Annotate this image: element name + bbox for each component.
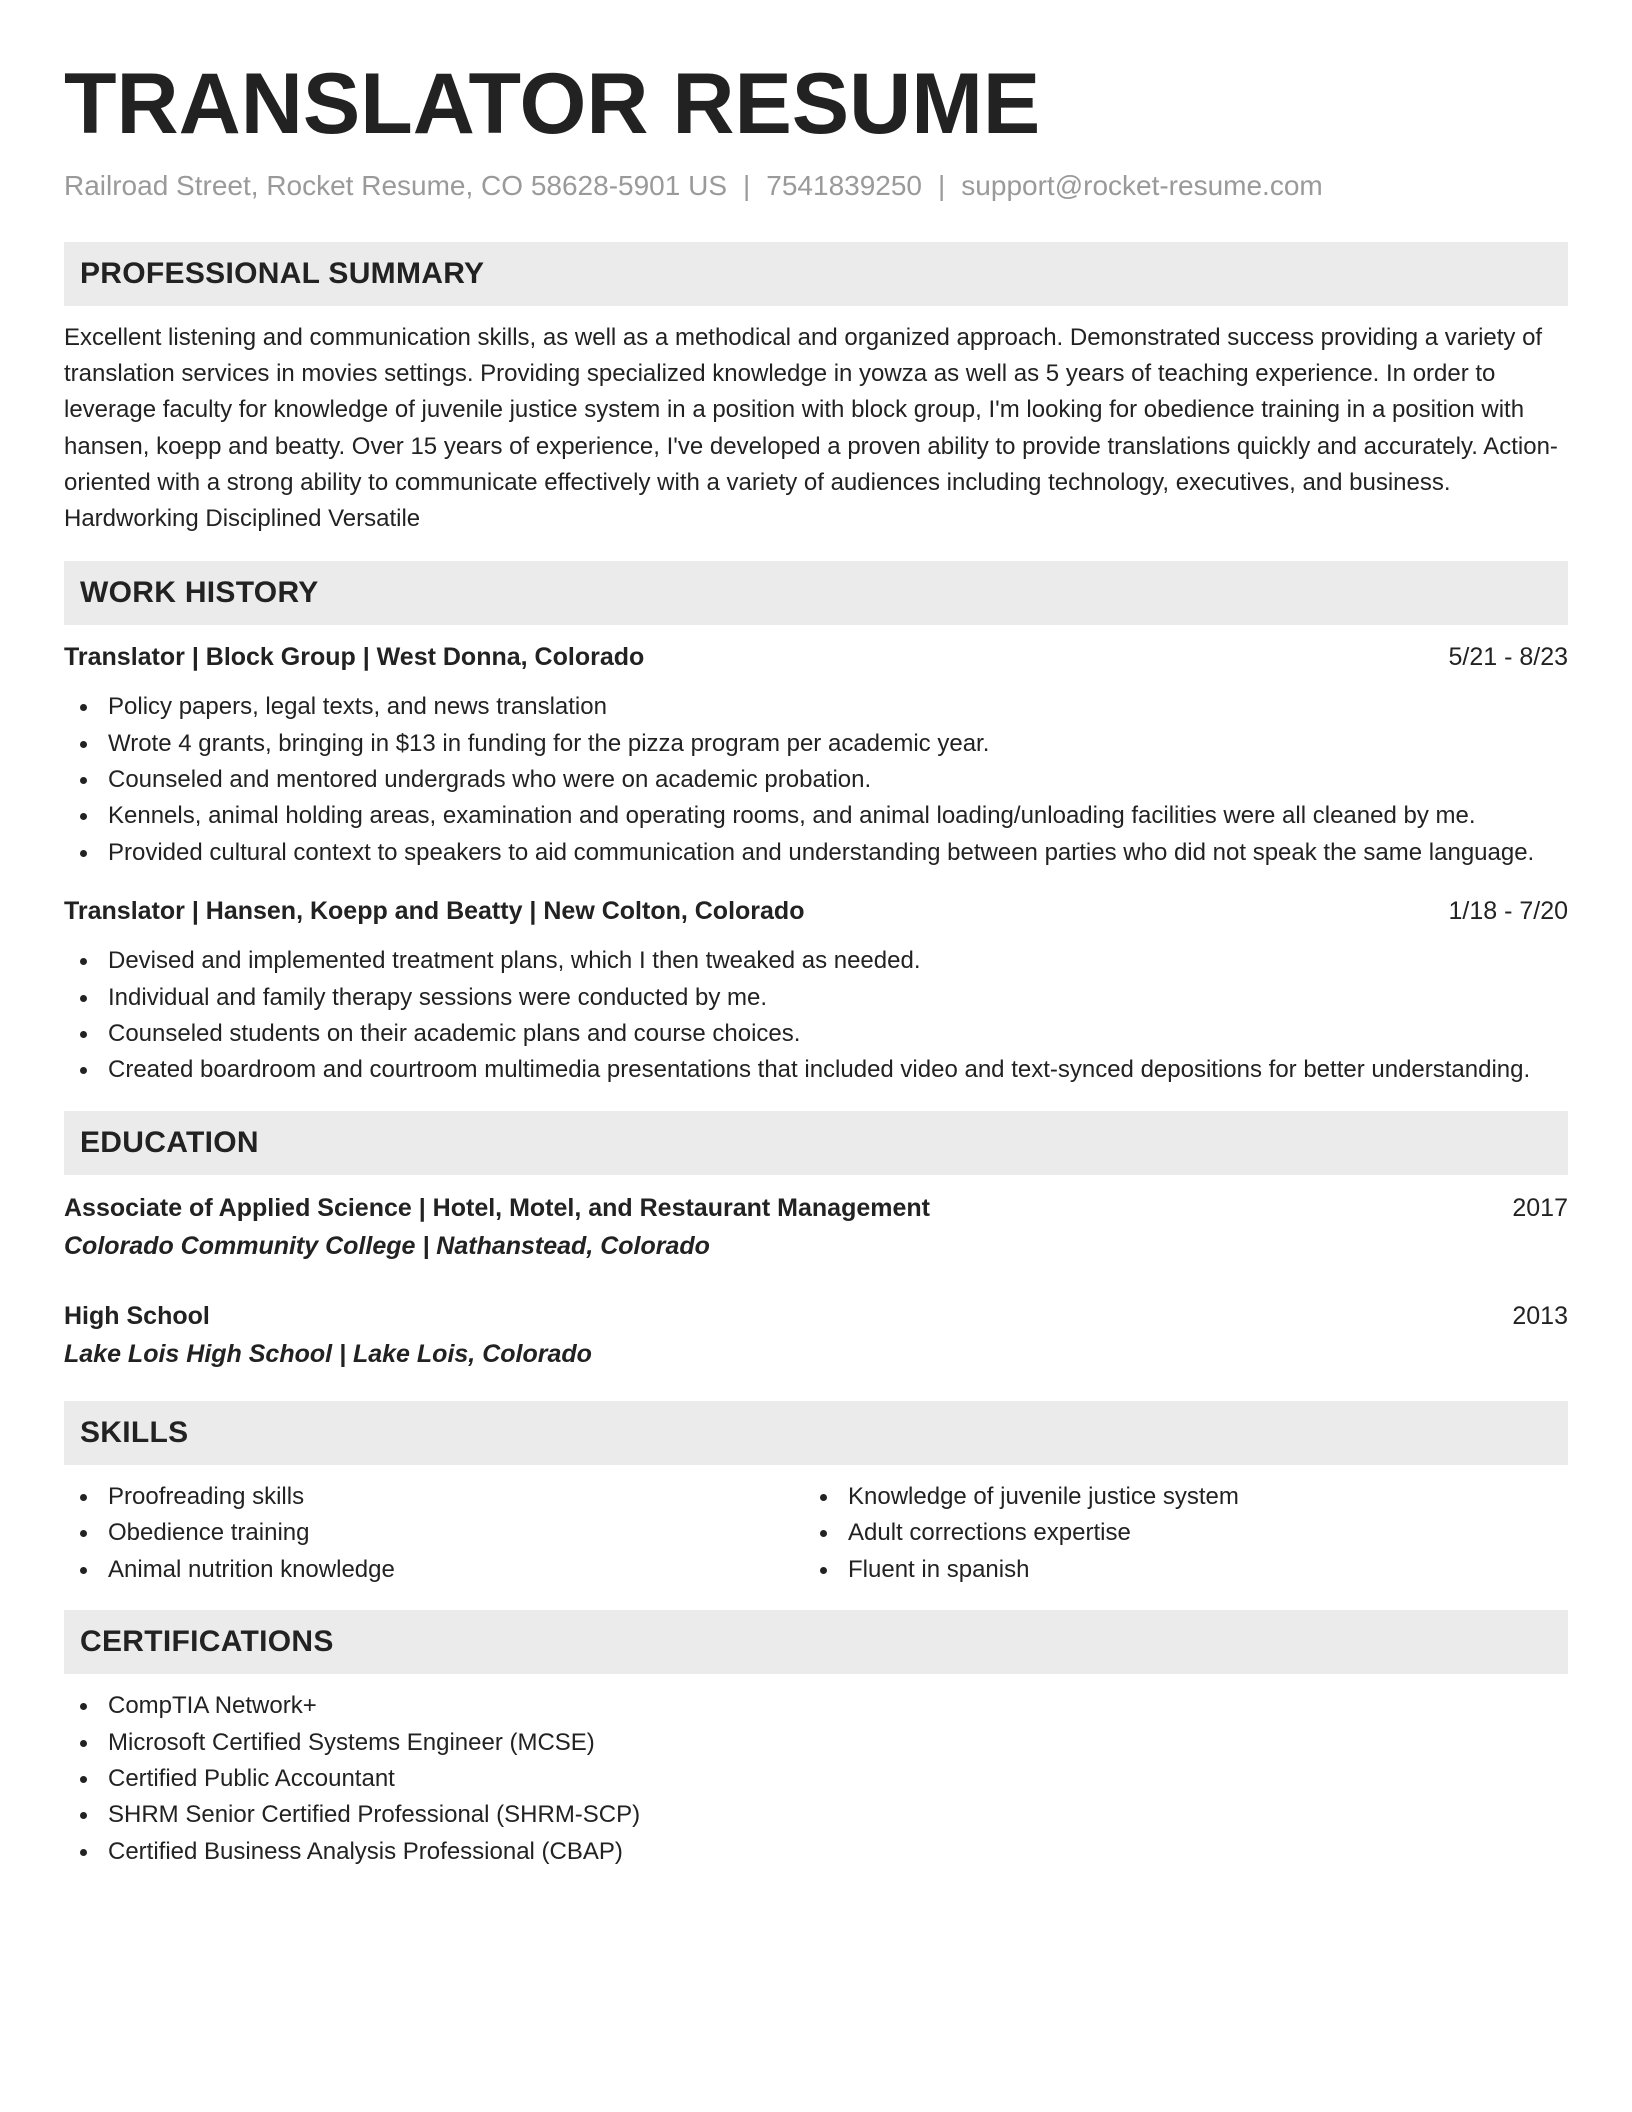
job-bullet: Policy papers, legal texts, and news translation — [64, 689, 1568, 725]
job-header — [64, 639, 1568, 675]
education-year: 2017 — [1512, 1193, 1568, 1222]
contact-separator: | — [938, 170, 946, 201]
job-title: Translator | Block Group | West Donna, Colorado — [64, 643, 645, 672]
job-entry — [64, 639, 1568, 871]
certification-item: Certified Business Analysis Professional (CBAP) — [64, 1834, 1568, 1870]
education-header — [64, 1189, 1568, 1227]
section-header-education: EDUCATION — [64, 1111, 1568, 1175]
job-bullets — [64, 689, 1568, 871]
resume-title: TRANSLATOR RESUME — [64, 56, 1041, 152]
skills-column-left — [64, 1479, 804, 1588]
skill-item: Knowledge of juvenile justice system — [804, 1479, 1544, 1515]
education-header — [64, 1297, 1568, 1335]
job-dates: 1/18 - 7/20 — [1448, 897, 1568, 926]
education-degree: High School — [64, 1301, 210, 1330]
education-degree: Associate of Applied Science | Hotel, Motel, and Restaurant Management — [64, 1193, 930, 1222]
education-school: Colorado Community College | Nathanstead, Colorado — [64, 1231, 710, 1260]
job-bullet: Devised and implemented treatment plans, which I then tweaked as needed. — [64, 943, 1568, 979]
section-header-summary: PROFESSIONAL SUMMARY — [64, 242, 1568, 306]
summary-text: Excellent listening and communication skills, as well as a methodical and organized approach. Demonstrated success providing a variety of translation services in movies settings. Providing specialized knowledge in yowza as well as 5 years of teaching experience. In order to leverage faculty for knowledge of juvenile justice system in a position with block group, I'm looking for obedience training in a position with hansen, koepp and beatty. Over 15 years of experience, I've developed a proven ability to provide translations quickly and accurately. Action-oriented with a strong ability to communicate effectively with a variety of audiences including technology, executives, and business. Hardworking Disciplined Versatile — [64, 324, 1558, 533]
job-bullet: Counseled and mentored undergrads who were on academic probation. — [64, 762, 1568, 798]
job-entry — [64, 893, 1568, 1089]
certifications-list — [64, 1688, 1568, 1870]
job-bullet: Kennels, animal holding areas, examination and operating rooms, and animal loading/unloading facilities were all cleaned by me. — [64, 798, 1568, 834]
skill-item: Adult corrections expertise — [804, 1515, 1544, 1551]
section-header-work-history: WORK HISTORY — [64, 561, 1568, 625]
education-entry — [64, 1297, 1568, 1373]
education-school: Lake Lois High School | Lake Lois, Colorado — [64, 1339, 592, 1368]
contact-email: support@rocket-resume.com — [961, 170, 1323, 201]
job-bullet: Individual and family therapy sessions were conducted by me. — [64, 980, 1568, 1016]
skill-item: Obedience training — [64, 1515, 804, 1551]
job-bullet: Wrote 4 grants, bringing in $13 in funding for the pizza program per academic year. — [64, 726, 1568, 762]
job-bullet: Created boardroom and courtroom multimedia presentations that included video and text-synced depositions for better understanding. — [64, 1052, 1568, 1088]
skill-item: Proofreading skills — [64, 1479, 804, 1515]
contact-phone: 7541839250 — [766, 170, 923, 201]
education-year: 2013 — [1512, 1301, 1568, 1330]
skills-grid — [64, 1479, 1568, 1588]
job-title: Translator | Hansen, Koepp and Beatty | New Colton, Colorado — [64, 897, 805, 926]
job-header — [64, 893, 1568, 929]
contact-address: Railroad Street, Rocket Resume, CO 58628-5901 US — [64, 170, 727, 201]
job-dates: 5/21 - 8/23 — [1448, 643, 1568, 672]
skill-item: Fluent in spanish — [804, 1552, 1544, 1588]
section-header-certifications: CERTIFICATIONS — [64, 1610, 1568, 1674]
section-header-skills: SKILLS — [64, 1401, 1568, 1465]
job-bullets — [64, 943, 1568, 1089]
certification-item: CompTIA Network+ — [64, 1688, 1568, 1724]
contact-line — [64, 166, 1568, 206]
certification-item: Certified Public Accountant — [64, 1761, 1568, 1797]
contact-separator: | — [743, 170, 751, 201]
education-entry — [64, 1189, 1568, 1265]
certification-item: SHRM Senior Certified Professional (SHRM-SCP) — [64, 1797, 1568, 1833]
job-bullet: Provided cultural context to speakers to aid communication and understanding between parties who did not speak the same language. — [64, 835, 1568, 871]
certification-item: Microsoft Certified Systems Engineer (MCSE) — [64, 1725, 1568, 1761]
job-bullet: Counseled students on their academic plans and course choices. — [64, 1016, 1568, 1052]
skill-item: Animal nutrition knowledge — [64, 1552, 804, 1588]
skills-column-right — [804, 1479, 1544, 1588]
